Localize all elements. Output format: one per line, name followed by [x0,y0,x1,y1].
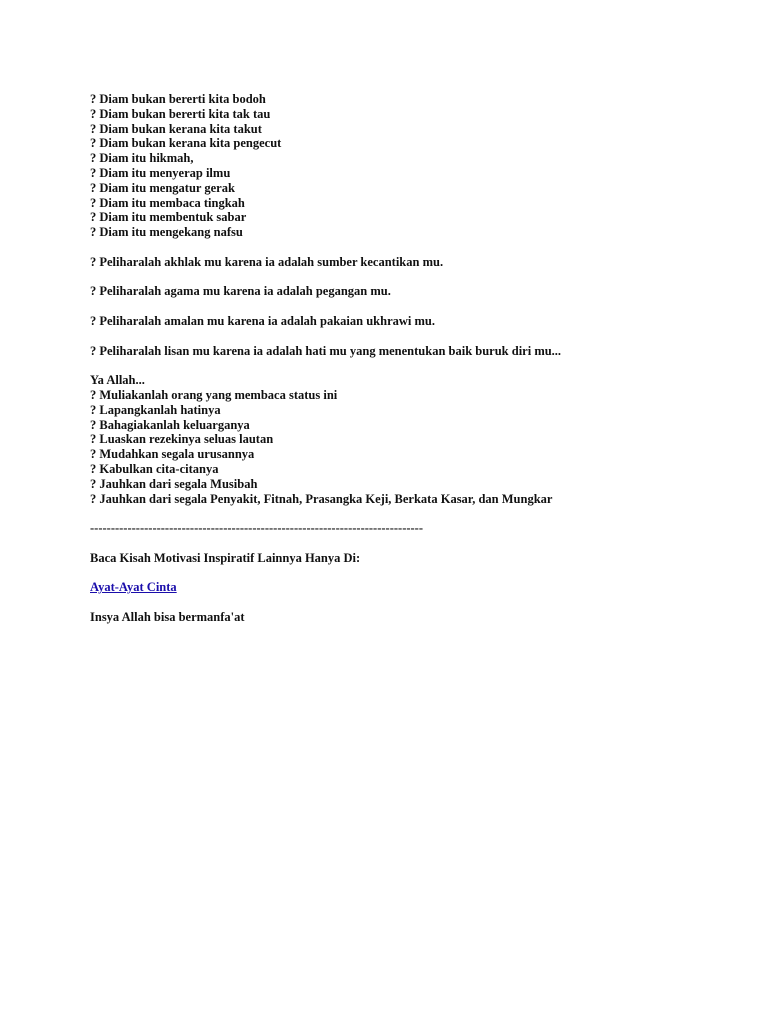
diam-line: ? Diam bukan kerana kita takut [90,121,262,136]
doa-item: ? Jauhkan dari segala Penyakit, Fitnah, Prasangka Keji, Berkata Kasar, dan Mungkar [90,491,553,506]
diam-line: ? Diam bukan kerana kita pengecut [90,136,282,151]
diam-line: ? Diam bukan bererti kita bodoh [90,92,266,106]
diam-line: ? Diam itu membaca tingkah [90,195,245,210]
peliharalah-amalan: ? Peliharalah amalan mu karena ia adalah pakaian ukhrawi mu. [90,313,435,328]
diam-line: ? Diam itu mengekang nafsu [90,225,243,240]
ayat-ayat-cinta-link[interactable]: Ayat-Ayat Cinta [90,580,177,595]
diam-line: ? Diam itu menyerap ilmu [90,165,231,180]
closing-text: Insya Allah bisa bermanfa'at [90,609,245,624]
diam-list [90,92,730,240]
doa-item: ? Kabulkan cita-citanya [90,461,219,476]
doa-heading: Ya Allah... [90,373,145,388]
peliharalah-lisan: ? Peliharalah lisan mu karena ia adalah hati mu yang menentukan baik buruk diri mu... [90,343,562,358]
document-body [90,92,730,625]
diam-line: ? Diam itu membentuk sabar [90,210,247,225]
doa-item: ? Mudahkan segala urusannya [90,447,255,462]
doa-item: ? Muliakanlah orang yang membaca status ini [90,387,338,402]
diam-line: ? Diam itu hikmah, [90,151,194,166]
peliharalah-akhlak: ? Peliharalah akhlak mu karena ia adalah sumber kecantikan mu. [90,254,444,269]
diam-line: ? Diam itu mengatur gerak [90,180,235,195]
doa-item: ? Jauhkan dari segala Musibah [90,476,258,491]
divider-line: -------------------------------------------------------------------------------- [90,521,424,536]
doa-item: ? Bahagiakanlah keluarganya [90,417,250,432]
promo-text: Baca Kisah Motivasi Inspiratif Lainnya Hanya Di: [90,550,361,565]
diam-line: ? Diam bukan bererti kita tak tau [90,106,271,121]
doa-item: ? Lapangkanlah hatinya [90,402,221,417]
doa-list [90,373,730,506]
peliharalah-agama: ? Peliharalah agama mu karena ia adalah pegangan mu. [90,284,391,299]
doa-item: ? Luaskan rezekinya seluas lautan [90,432,274,447]
